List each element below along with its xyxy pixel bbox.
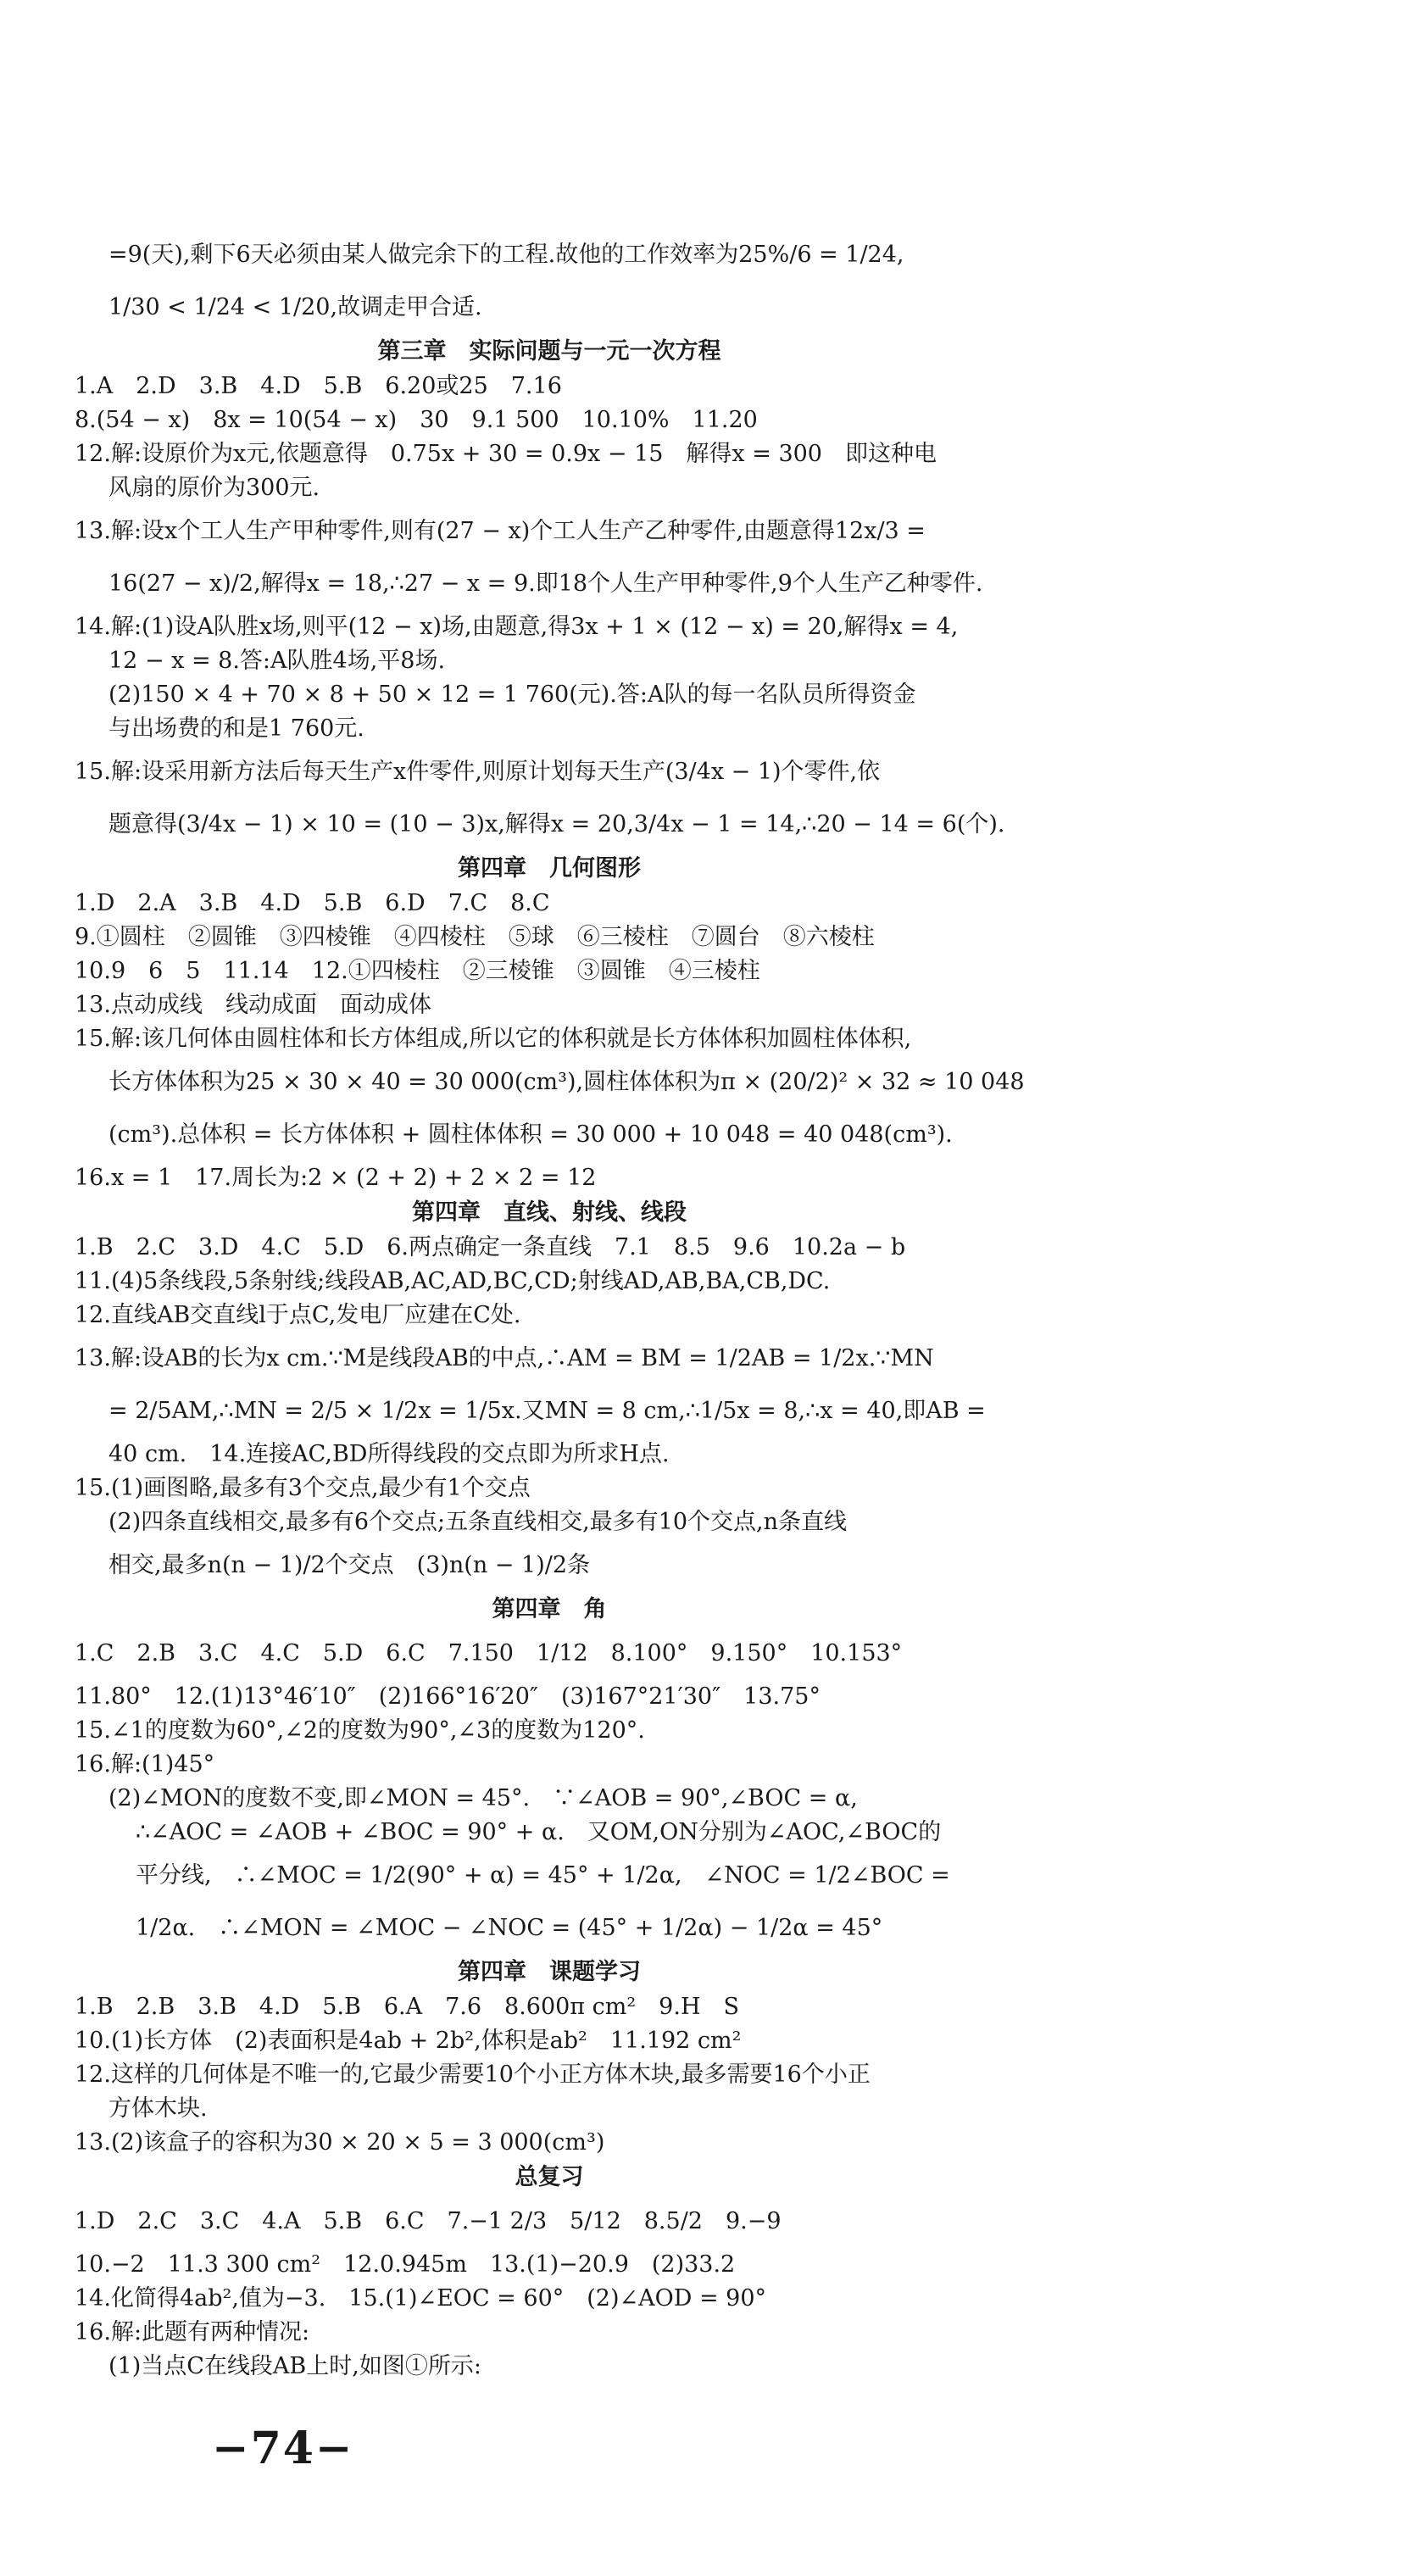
- answer-line: 15.∠1的度数为60°,∠2的度数为90°,∠3的度数为120°.: [75, 1717, 645, 1744]
- answer-line: 1.B 2.C 3.D 4.C 5.D 6.两点确定一条直线 7.1 8.5 9.6 10.2a − b: [75, 1234, 906, 1260]
- answer-line: 15.解:该几何体由圆柱体和长方体组成,所以它的体积就是长方体体积加圆柱体体积,: [75, 1026, 912, 1052]
- answer-line: 11.80° 12.(1)13°46′10″ (2)166°16′20″ (3)167°21′30″ 13.75°: [75, 1683, 821, 1710]
- answer-line: 10.9 6 5 11.14 12.①四棱柱 ②三棱锥 ③圆锥 ④三棱柱: [75, 958, 760, 984]
- answer-line: 13.解:设x个工人生产甲种零件,则有(27 − x)个工人生产乙种零件,由题意得12x/3 =: [75, 518, 926, 544]
- answer-line: (1)当点C在线段AB上时,如图①所示:: [108, 2353, 481, 2379]
- answer-line: (2)∠MON的度数不变,即∠MON = 45°. ∵∠AOB = 90°,∠BOC = α,: [108, 1785, 858, 1811]
- answer-line: 1.D 2.A 3.B 4.D 5.B 6.D 7.C 8.C: [75, 890, 550, 916]
- answer-line: 9.①圆柱 ②圆锥 ③四棱锥 ④四棱柱 ⑤球 ⑥三棱柱 ⑦圆台 ⑧六棱柱: [75, 924, 875, 950]
- answer-line: 12.这样的几何体是不唯一的,它最少需要10个小正方体木块,最多需要16个小正: [75, 2061, 871, 2088]
- answer-line: 15.解:设采用新方法后每天生产x件零件,则原计划每天生产(3/4x − 1)个零件,依: [75, 759, 881, 785]
- section-heading: 第四章 角: [492, 1596, 607, 1622]
- answer-line: 14.解:(1)设A队胜x场,则平(12 − x)场,由题意,得3x + 1 × (12 − x) = 20,解得x = 4,: [75, 614, 959, 640]
- answer-line: 1.B 2.B 3.B 4.D 5.B 6.A 7.6 8.600π cm² 9.H S: [75, 1994, 739, 2020]
- answer-line: (cm³).总体积 = 长方体体积 + 圆柱体体积 = 30 000 + 10 048 = 40 048(cm³).: [108, 1121, 953, 1148]
- section-heading: 总复习: [515, 2164, 584, 2190]
- answer-line: 平分线, ∴∠MOC = 1/2(90° + α) = 45° + 1/2α, ∠NOC = 1/2∠BOC =: [136, 1862, 950, 1889]
- answer-line: 16.解:(1)45°: [75, 1751, 215, 1778]
- answer-line: ∴∠AOC = ∠AOB + ∠BOC = 90° + α. 又OM,ON分别为∠AOC,∠BOC的: [136, 1819, 942, 1845]
- answer-line: 16.x = 1 17.周长为:2 × (2 + 2) + 2 × 2 = 12: [75, 1165, 597, 1191]
- answer-line: 12.直线AB交直线l于点C,发电厂应建在C处.: [75, 1302, 521, 1328]
- answer-line: (2)150 × 4 + 70 × 8 + 50 × 12 = 1 760(元).答:A队的每一名队员所得资金: [108, 682, 916, 708]
- answer-line: 10.−2 11.3 300 cm² 12.0.945m 13.(1)−20.9 (2)33.2: [75, 2251, 736, 2278]
- answer-line: 与出场费的和是1 760元.: [108, 715, 364, 742]
- answer-line: =9(天),剩下6天必须由某人做完余下的工程.故他的工作效率为25%/6 = 1/24,: [108, 242, 904, 268]
- answer-line: 1.D 2.C 3.C 4.A 5.B 6.C 7.−1 2/3 5/12 8.5/2 9.−9: [75, 2208, 782, 2234]
- answer-line: 1/30 < 1/24 < 1/20,故调走甲合适.: [108, 294, 482, 320]
- answer-line: 相交,最多n(n − 1)/2个交点 (3)n(n − 1)/2条: [108, 1552, 591, 1578]
- answer-line: 16(27 − x)/2,解得x = 18,∴27 − x = 9.即18个人生产甲种零件,9个人生产乙种零件.: [108, 570, 983, 597]
- answer-line: 14.化简得4ab²,值为−3. 15.(1)∠EOC = 60° (2)∠AOD = 90°: [75, 2285, 767, 2312]
- answer-line: 10.(1)长方体 (2)表面积是4ab + 2b²,体积是ab² 11.192 cm²: [75, 2028, 742, 2054]
- answer-line: 方体木块.: [108, 2095, 208, 2122]
- answer-line: = 2/5AM,∴MN = 2/5 × 1/2x = 1/5x.又MN = 8 cm,∴1/5x = 8,∴x = 40,即AB =: [108, 1398, 986, 1424]
- answer-line: 12.解:设原价为x元,依题意得 0.75x + 30 = 0.9x − 15 解得x = 300 即这种电: [75, 441, 937, 467]
- answer-line: 长方体体积为25 × 30 × 40 = 30 000(cm³),圆柱体体积为π × (20/2)² × 32 ≈ 10 048: [108, 1069, 1025, 1095]
- answer-line: 15.(1)画图略,最多有3个交点,最少有1个交点: [75, 1475, 531, 1501]
- section-heading: 第四章 直线、射线、线段: [412, 1199, 687, 1226]
- answer-line: 11.(4)5条线段,5条射线;线段AB,AC,AD,BC,CD;射线AD,AB,BA,CB,DC.: [75, 1268, 831, 1294]
- answer-line: (2)四条直线相交,最多有6个交点;五条直线相交,最多有10个交点,n条直线: [108, 1509, 848, 1535]
- answer-line: 13.解:设AB的长为x cm.∵M是线段AB的中点,∴AM = BM = 1/2AB = 1/2x.∵MN: [75, 1345, 934, 1371]
- page-number: −74−: [212, 2423, 354, 2474]
- answer-line: 风扇的原价为300元.: [108, 475, 320, 501]
- answer-content: [75, 229, 1024, 2384]
- section-heading: 第四章 课题学习: [458, 1959, 641, 1985]
- answer-line: 16.解:此题有两种情况:: [75, 2319, 310, 2345]
- answer-line: 1/2α. ∴∠MON = ∠MOC − ∠NOC = (45° + 1/2α) − 1/2α = 45°: [136, 1915, 883, 1941]
- answer-line: 13.点动成线 线动成面 面动成体: [75, 992, 431, 1018]
- answer-line: 40 cm. 14.连接AC,BD所得线段的交点即为所求H点.: [108, 1441, 670, 1467]
- answer-line: 12 − x = 8.答:A队胜4场,平8场.: [108, 648, 446, 674]
- answer-line: 13.(2)该盒子的容积为30 × 20 × 5 = 3 000(cm³): [75, 2129, 605, 2156]
- section-heading: 第四章 几何图形: [458, 855, 641, 882]
- answer-line: 题意得(3/4x − 1) × 10 = (10 − 3)x,解得x = 20,3/4x − 1 = 14,∴20 − 14 = 6(个).: [108, 811, 1005, 837]
- answer-line: 8.(54 − x) 8x = 10(54 − x) 30 9.1 500 10.10% 11.20: [75, 407, 758, 433]
- answer-line: 1.C 2.B 3.C 4.C 5.D 6.C 7.150 1/12 8.100° 9.150° 10.153°: [75, 1640, 903, 1666]
- section-heading: 第三章 实际问题与一元一次方程: [377, 338, 721, 364]
- answer-line: 1.A 2.D 3.B 4.D 5.B 6.20或25 7.16: [75, 373, 562, 399]
